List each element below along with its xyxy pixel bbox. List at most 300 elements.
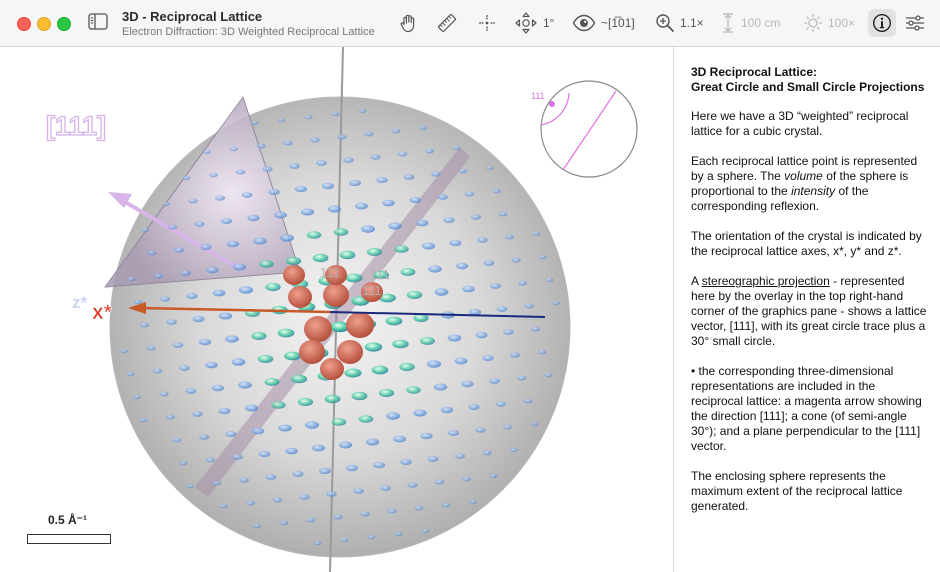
lattice-point	[325, 395, 341, 403]
info-text: - represented here by the overlay in the top right-hand corner of the graphics pane - shows a lattice vector, [111], with its great circle trace plus a 30° small circle.	[691, 274, 927, 348]
lattice-point	[289, 163, 300, 169]
lattice-point	[392, 129, 401, 134]
lattice-point	[251, 121, 259, 125]
lattice-point	[259, 260, 273, 268]
lattice-point	[387, 509, 396, 514]
lattice-point	[539, 255, 547, 259]
lattice-point	[499, 212, 508, 217]
lattice-point	[489, 378, 500, 384]
reciprocal-lattice-scene[interactable]	[0, 47, 673, 572]
lattice-point	[538, 350, 547, 355]
lattice-point	[404, 174, 415, 180]
stereogram-primitive-circle	[541, 81, 637, 177]
lattice-point	[206, 267, 218, 273]
lattice-point	[476, 332, 488, 338]
sliders-icon	[904, 13, 926, 33]
lattice-point	[379, 389, 394, 397]
lattice-point	[133, 395, 141, 399]
lattice-point	[465, 192, 475, 197]
lattice-point	[456, 263, 468, 269]
window-title: 3D - Reciprocal Lattice	[122, 9, 263, 24]
zoom-label: 1.1×	[680, 16, 704, 30]
lattice-point	[455, 358, 468, 365]
lattice-point	[459, 169, 468, 174]
lattice-point	[517, 376, 526, 381]
lattice-point	[437, 194, 448, 200]
lattice-point	[443, 217, 454, 223]
center-tool-button[interactable]	[476, 11, 498, 35]
lattice-point	[236, 170, 246, 175]
lattice-point	[431, 171, 441, 176]
lattice-point	[380, 485, 391, 491]
lattice-point	[160, 296, 170, 301]
lattice-point	[301, 209, 314, 216]
lattice-point	[496, 401, 506, 406]
lattice-point	[337, 135, 346, 140]
lattice-point	[199, 434, 209, 439]
lattice-point	[213, 290, 226, 297]
info-text: of the corresponding reflexion.	[691, 184, 869, 213]
depth-label: 100 cm	[741, 16, 781, 30]
lattice-point	[482, 355, 493, 361]
lattice-point	[203, 150, 211, 154]
lattice-point	[333, 515, 342, 520]
lattice-point	[401, 268, 416, 276]
lattice-point	[346, 465, 358, 471]
lattice-point	[394, 245, 408, 253]
central-reflection	[304, 316, 332, 342]
lattice-point	[393, 436, 406, 443]
lattice-point	[453, 146, 461, 150]
lattice-point	[127, 372, 135, 376]
lattice-point	[518, 281, 527, 286]
lattice-point	[274, 212, 287, 219]
lattice-point	[372, 366, 389, 375]
stereogram-pole-label: 111	[531, 91, 545, 101]
lattice-point	[194, 221, 204, 226]
lattice-point	[388, 223, 401, 230]
lattice-point	[422, 529, 430, 533]
info-paragraph: • the corresponding three-dimensional representations are included in the reciprocal lattice: a magenta arrow showing the direction [111]; a cone (of semi-angle 30°); and a plane perpendicular to the [111] vector.	[691, 364, 922, 453]
lattice-point	[206, 458, 216, 463]
lattice-point	[366, 439, 379, 446]
lattice-point	[192, 411, 203, 417]
lattice-point	[193, 316, 205, 322]
lattice-point	[370, 154, 380, 159]
sidebar-toggle-icon[interactable]	[88, 13, 108, 30]
lattice-point	[322, 183, 334, 189]
lattice-point	[304, 115, 312, 119]
info-paragraph: Here we have a 3D “weighted” reciprocal lattice for a cubic crystal.	[691, 109, 909, 138]
lattice-point	[140, 323, 149, 328]
lattice-point	[310, 138, 319, 143]
lattice-point	[186, 293, 197, 299]
lattice-point	[314, 541, 322, 545]
lattice-point	[134, 300, 143, 305]
lattice-point	[339, 442, 352, 449]
lattice-point	[376, 177, 387, 183]
lattice-point	[395, 532, 403, 536]
lattice-point	[239, 477, 249, 482]
brightness-label: 100×	[828, 16, 856, 30]
info-text: of the sphere is proportional to the	[691, 169, 909, 198]
move-arrows-icon	[514, 11, 538, 35]
zoom-in-icon	[655, 13, 675, 33]
crosshair-icon	[476, 12, 498, 34]
lattice-point	[227, 241, 239, 247]
lattice-point	[239, 286, 253, 293]
lattice-point	[341, 538, 349, 542]
lattice-point	[162, 202, 170, 206]
lattice-point	[359, 109, 367, 113]
lattice-point	[469, 309, 481, 315]
lattice-point	[140, 418, 148, 422]
reflection-label: 111	[370, 267, 390, 282]
close-window-button[interactable]	[17, 17, 31, 31]
window-subtitle: Electron Diffraction: 3D Weighted Reciprocal Lattice	[122, 26, 375, 38]
toolbar	[0, 0, 940, 47]
lattice-point	[346, 274, 363, 283]
lattice-point	[365, 132, 374, 137]
central-reflection	[320, 358, 344, 380]
lattice-point	[386, 412, 400, 419]
title-block	[122, 9, 375, 38]
info-paragraph: The orientation of the crystal is indicated by the reciprocal lattice axes, x*, y* and z*.	[691, 229, 922, 258]
lattice-point	[233, 264, 246, 271]
lattice-point	[524, 304, 533, 309]
lattice-point	[435, 288, 449, 295]
depth-button[interactable]	[720, 11, 780, 35]
lattice-point	[213, 481, 222, 486]
lattice-point	[159, 392, 168, 397]
lattice-point	[265, 378, 280, 386]
lattice-point	[477, 237, 488, 243]
lattice-point	[382, 200, 394, 207]
lattice-point	[332, 112, 340, 116]
lattice-point	[166, 319, 177, 325]
lattice-point	[179, 365, 190, 371]
lattice-point	[416, 220, 429, 227]
lattice-point	[392, 340, 408, 349]
stereographic-projection[interactable]	[531, 81, 637, 177]
lattice-point	[386, 317, 403, 326]
lattice-point	[367, 248, 382, 256]
lattice-point	[455, 453, 465, 458]
lattice-point	[448, 335, 461, 342]
lattice-point	[428, 265, 442, 272]
lattice-point	[316, 160, 327, 166]
lattice-point	[230, 147, 238, 151]
lattice-point	[413, 410, 426, 417]
lattice-point	[448, 430, 459, 436]
lattice-point	[475, 427, 485, 432]
lattice-point	[246, 501, 255, 506]
lattice-point	[410, 197, 422, 203]
lattice-point	[420, 337, 435, 345]
lattice-point	[340, 251, 356, 259]
lattice-point	[400, 459, 412, 465]
info-paragraph	[691, 154, 927, 214]
lattice-point	[298, 398, 313, 406]
lattice-point	[486, 166, 494, 170]
lattice-point	[299, 494, 309, 499]
lattice-point	[490, 474, 498, 478]
lattice-point	[441, 407, 453, 413]
lattice-point	[273, 498, 283, 503]
pole-111-marker	[549, 101, 555, 107]
lattice-point	[422, 243, 435, 250]
lattice-point	[510, 352, 520, 357]
lattice-point	[552, 301, 560, 305]
lattice-point	[367, 535, 375, 539]
lattice-point	[225, 431, 236, 437]
lattice-point	[461, 381, 473, 387]
lattice-point	[266, 474, 277, 480]
lattice-point	[360, 512, 369, 517]
lattice-point	[283, 141, 292, 146]
lattice-point	[209, 173, 218, 178]
lattice-point	[271, 401, 285, 409]
lattice-point	[219, 313, 232, 320]
lattice-point	[166, 415, 175, 420]
lattice-point	[212, 385, 224, 391]
lattice-point	[186, 484, 194, 488]
lattice-point	[531, 422, 539, 426]
central-reflection	[323, 283, 349, 307]
lattice-point	[505, 235, 514, 240]
lattice-point	[173, 438, 182, 443]
lattice-point	[510, 448, 518, 452]
lattice-point	[365, 342, 383, 351]
info-paragraph	[691, 274, 927, 349]
stereographic-projection-link[interactable]: stereographic projection	[701, 274, 830, 288]
lattice-point	[531, 327, 540, 332]
lattice-point	[242, 192, 253, 198]
info-heading	[691, 65, 927, 95]
lattice-point	[332, 418, 347, 426]
lattice-point	[427, 360, 441, 367]
scale-bar-label: 0.5 Å⁻¹	[48, 513, 88, 527]
lattice-point	[511, 258, 520, 263]
x-axis-label: x*	[92, 301, 112, 324]
lattice-point	[355, 203, 368, 210]
lattice-point	[462, 286, 474, 293]
lattice-point	[425, 149, 434, 154]
central-reflection	[299, 340, 325, 364]
info-emphasis: volume	[784, 169, 823, 183]
height-icon	[720, 12, 736, 34]
lattice-point	[307, 231, 322, 239]
lattice-point	[484, 260, 495, 266]
info-heading-line2: Great Circle and Small Circle Projections	[691, 80, 925, 94]
lattice-point	[295, 186, 307, 192]
lattice-point	[253, 238, 266, 245]
lattice-point	[305, 421, 319, 428]
lattice-point	[179, 461, 187, 465]
central-reflection	[283, 265, 305, 285]
lattice-point	[168, 225, 177, 230]
lattice-point	[278, 329, 295, 338]
lattice-point	[146, 346, 155, 351]
lattice-point	[253, 524, 261, 528]
central-reflection	[346, 312, 374, 338]
lattice-point	[434, 384, 447, 391]
zoom-button[interactable]	[655, 11, 704, 35]
lattice-point	[148, 251, 157, 256]
lattice-point	[407, 291, 422, 299]
lattice-point	[251, 332, 266, 340]
graphics-pane[interactable]	[0, 47, 673, 572]
lattice-point	[257, 144, 266, 149]
lattice-point	[128, 277, 136, 281]
zoom-window-button[interactable]	[57, 17, 71, 31]
lattice-point	[265, 283, 280, 291]
lattice-point	[245, 405, 258, 412]
lattice-point	[462, 477, 471, 482]
lattice-point	[497, 306, 508, 312]
lattice-point	[205, 362, 217, 369]
lattice-point	[278, 118, 286, 122]
info-emphasis: intensity	[791, 184, 836, 198]
lattice-point	[352, 392, 368, 400]
lattice-point	[183, 176, 191, 180]
lattice-point	[220, 504, 228, 508]
lattice-point	[343, 157, 354, 163]
rotate-step-button[interactable]	[514, 11, 554, 35]
lattice-point	[142, 228, 150, 232]
lattice-point	[428, 456, 439, 462]
lattice-point	[284, 352, 301, 361]
reflection-label: 111	[320, 265, 340, 280]
lattice-point	[291, 375, 307, 383]
lattice-point	[524, 399, 533, 404]
lattice-point	[349, 180, 361, 186]
measure-tool-button[interactable]	[436, 11, 458, 35]
lattice-point	[420, 433, 432, 439]
lattice-point	[482, 451, 491, 456]
lattice-point	[188, 199, 197, 204]
lattice-point	[469, 500, 477, 504]
info-text: A	[691, 274, 702, 288]
lattice-point	[398, 152, 408, 157]
minimize-window-button[interactable]	[37, 17, 51, 31]
info-text: Each reciprocal lattice point is represented by a sphere. The	[691, 154, 918, 183]
lattice-point	[286, 257, 301, 265]
brightness-button[interactable]	[803, 11, 855, 35]
lattice-point	[503, 425, 512, 430]
info-panel-content	[691, 65, 927, 529]
lattice-point	[153, 369, 162, 374]
lattice-point	[490, 283, 501, 289]
lattice-point	[173, 342, 184, 348]
lattice-point	[415, 506, 424, 511]
view-direction-label: ~[1̅01]	[601, 16, 635, 30]
lattice-point	[373, 462, 385, 468]
lattice-point	[399, 363, 414, 371]
lattice-point	[353, 488, 364, 494]
lattice-point	[359, 415, 374, 423]
lattice-point	[285, 448, 297, 455]
lattice-point	[232, 358, 246, 365]
lattice-point	[492, 189, 500, 193]
lattice-point	[232, 454, 243, 460]
lattice-point	[238, 381, 252, 388]
lattice-point	[326, 491, 337, 497]
pan-tool-button[interactable]	[398, 11, 420, 35]
lattice-point	[247, 215, 259, 221]
info-button[interactable]	[868, 9, 896, 37]
view-direction-button[interactable]	[572, 11, 635, 35]
lattice-point	[328, 206, 341, 213]
lattice-point	[419, 126, 427, 130]
lattice-point	[407, 482, 417, 487]
settings-button[interactable]	[904, 11, 926, 35]
lattice-point	[252, 428, 265, 435]
lattice-point	[280, 521, 289, 526]
central-reflection	[288, 286, 312, 308]
lattice-point	[221, 218, 232, 224]
lattice-point	[292, 471, 303, 477]
lattice-point	[313, 254, 329, 262]
lattice-point	[280, 234, 294, 241]
sun-icon	[803, 13, 823, 33]
lattice-point	[312, 445, 325, 452]
central-reflection	[337, 340, 363, 364]
lattice-point	[225, 335, 239, 342]
lattice-point	[120, 349, 128, 353]
info-panel	[674, 47, 940, 572]
lattice-point	[361, 225, 375, 232]
lattice-point	[259, 451, 271, 457]
reflection-label: 111	[362, 283, 382, 298]
lattice-point	[442, 503, 450, 507]
lattice-point	[186, 388, 197, 394]
lattice-point	[278, 425, 291, 432]
rotation-step-label: 1°	[543, 16, 555, 30]
scale-bar	[27, 534, 111, 544]
lattice-point	[450, 240, 462, 246]
lattice-point	[199, 339, 211, 345]
info-paragraph: The enclosing sphere represents the maximum extent of the reciprocal lattice generated.	[691, 469, 903, 513]
lattice-point	[334, 228, 349, 236]
lattice-point	[215, 195, 225, 200]
info-heading-line1: 3D Reciprocal Lattice:	[691, 65, 818, 79]
lattice-point	[219, 408, 231, 414]
lattice-point	[435, 480, 445, 485]
lattice-point	[545, 373, 553, 377]
lattice-point	[174, 247, 184, 252]
lattice-point	[503, 329, 514, 335]
lattice-point	[471, 214, 481, 219]
info-icon	[872, 13, 892, 33]
lattice-point	[262, 166, 272, 171]
lattice-point	[307, 518, 316, 523]
lattice-point	[258, 355, 273, 363]
lattice-point	[468, 404, 479, 410]
direction-111-label: [111]	[46, 111, 107, 141]
lattice-point	[344, 369, 361, 378]
hand-icon	[398, 12, 420, 34]
z-axis-label: z*	[72, 293, 88, 312]
lattice-point	[533, 232, 541, 236]
lattice-point	[180, 270, 191, 276]
lattice-point	[268, 189, 280, 195]
lattice-point	[319, 468, 331, 474]
lattice-point	[406, 386, 420, 394]
ruler-icon	[436, 12, 458, 34]
eye-icon	[572, 13, 596, 33]
lattice-point	[546, 278, 554, 282]
